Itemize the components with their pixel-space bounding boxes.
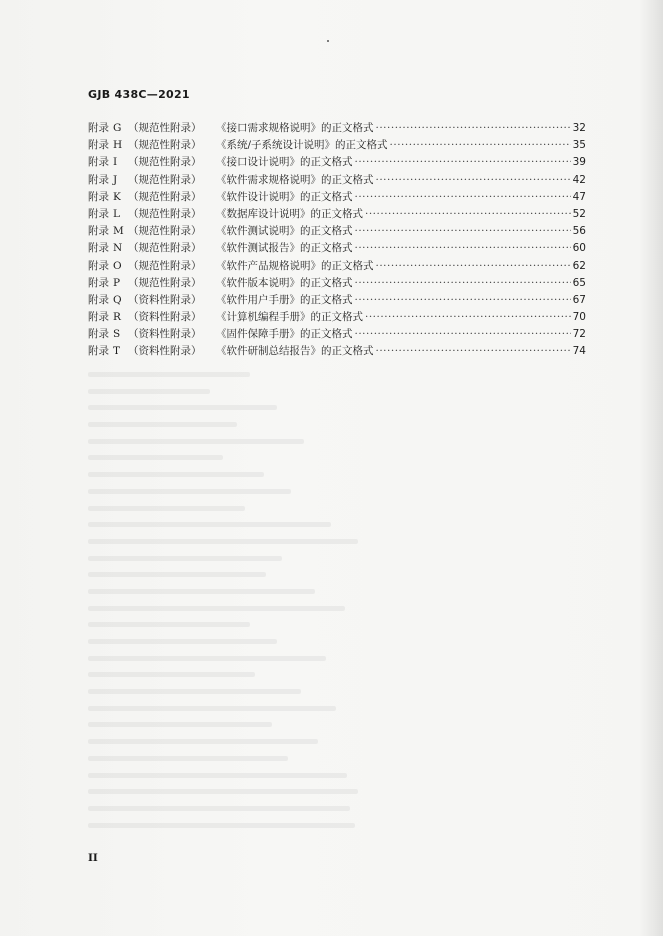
toc-entry-letter: O — [113, 259, 122, 272]
toc-entry-page: 32 — [572, 122, 586, 134]
toc-entry-type: （规范性附录） — [128, 259, 202, 272]
toc-entry-letter: S — [113, 328, 121, 341]
toc-entry-title: 《数据库设计说明》的正文格式 — [216, 207, 363, 220]
ghost-line — [88, 489, 291, 494]
toc-entry-title: 《软件设计说明》的正文格式 — [216, 190, 353, 203]
toc-leader-dots — [376, 174, 571, 186]
toc-entry-page: 42 — [572, 173, 586, 186]
toc-entry-label: 附录 — [88, 311, 109, 324]
toc-entry-type: （规范性附录） — [128, 190, 202, 203]
toc-entry[interactable] — [88, 172, 586, 189]
page-fold-shadow — [639, 0, 663, 936]
ghost-line — [88, 773, 347, 778]
toc-entry-label: 附录 — [88, 328, 109, 341]
toc-entry-type: （规范性附录） — [128, 207, 202, 220]
toc-entry[interactable] — [88, 154, 586, 171]
toc-entry-letter: H — [113, 139, 123, 152]
ghost-line — [88, 639, 277, 644]
ghost-line — [88, 823, 355, 828]
toc-entry-letter: L — [113, 207, 120, 220]
toc-entry-title: 《软件需求规格说明》的正文格式 — [216, 173, 374, 186]
toc-entry-page: 65 — [572, 276, 586, 289]
toc-leader-dots — [355, 156, 571, 168]
toc-entry-page: 39 — [572, 156, 586, 169]
toc-entry-label: 附录 — [88, 345, 109, 358]
ghost-line — [88, 572, 266, 577]
page-number: II — [88, 852, 98, 864]
toc-entry-letter: P — [113, 276, 121, 289]
toc-leader-dots — [355, 294, 571, 306]
toc-entry-label: 附录 — [88, 242, 109, 255]
toc-entry[interactable] — [88, 275, 586, 292]
toc-entry[interactable] — [88, 137, 586, 154]
toc-entry-letter: T — [113, 345, 121, 358]
toc-entry[interactable] — [88, 343, 586, 360]
toc-entry-type: （资料性附录） — [128, 345, 202, 358]
ghost-line — [88, 789, 358, 794]
toc-entry-label: 附录 — [88, 259, 109, 272]
toc-entry-page: 52 — [572, 207, 586, 220]
toc-entry-page: 35 — [572, 139, 586, 152]
toc-entry-type: （规范性附录） — [128, 242, 202, 255]
toc-entry-label: 附录 — [88, 173, 109, 186]
ghost-line — [88, 756, 288, 761]
ghost-line — [88, 389, 210, 394]
ghost-line — [88, 606, 345, 611]
toc-entry-letter: N — [113, 242, 123, 255]
toc-entry-label: 附录 — [88, 207, 109, 220]
ghost-line — [88, 689, 301, 694]
document-code: GJB 438C—2021 — [88, 88, 190, 101]
ghost-line — [88, 372, 250, 377]
ghost-line — [88, 405, 277, 410]
toc-entry-page: 62 — [572, 259, 586, 272]
toc-entry-label: 附录 — [88, 293, 109, 306]
toc-leader-dots — [365, 311, 571, 323]
ghost-line — [88, 472, 264, 477]
toc-leader-dots — [355, 277, 571, 289]
ghost-line — [88, 589, 315, 594]
ghost-line — [88, 439, 304, 444]
toc-entry[interactable] — [88, 309, 586, 326]
ghost-line — [88, 556, 282, 561]
toc-leader-dots — [355, 191, 571, 203]
toc-entry-label: 附录 — [88, 225, 109, 238]
toc-entry[interactable] — [88, 326, 586, 343]
toc-entry-title: 《计算机编程手册》的正文格式 — [216, 311, 363, 324]
toc-entry-page: 56 — [572, 225, 586, 238]
toc-leader-dots — [376, 260, 571, 272]
ghost-line — [88, 506, 245, 511]
toc-entry-label: 附录 — [88, 156, 109, 169]
toc-entry-type: （资料性附录） — [128, 311, 202, 324]
toc-entry-letter: Q — [113, 293, 122, 306]
ghost-line — [88, 455, 223, 460]
ghost-line — [88, 722, 272, 727]
toc-entry-page: 70 — [572, 311, 586, 324]
scan-speck — [327, 40, 329, 42]
toc-entry-label: 附录 — [88, 139, 109, 152]
toc-entry-letter: R — [113, 311, 121, 324]
toc-entry[interactable] — [88, 223, 586, 240]
toc-leader-dots — [376, 122, 571, 134]
ghost-line — [88, 806, 350, 811]
table-of-contents — [88, 120, 586, 361]
toc-entry-type: （资料性附录） — [128, 293, 202, 306]
toc-entry-title: 《软件用户手册》的正文格式 — [216, 293, 353, 306]
toc-entry-page: 60 — [572, 242, 586, 255]
toc-entry[interactable] — [88, 258, 586, 275]
toc-leader-dots — [376, 345, 571, 357]
ghost-line — [88, 622, 250, 627]
toc-entry-type: （规范性附录） — [128, 225, 202, 238]
toc-entry-page: 47 — [572, 190, 586, 203]
toc-leader-dots — [355, 328, 571, 340]
toc-entry-title: 《系统/子系统设计说明》的正文格式 — [216, 139, 388, 152]
toc-entry-type: （规范性附录） — [128, 173, 202, 186]
toc-entry-title: 《接口设计说明》的正文格式 — [216, 156, 353, 169]
toc-entry-type: （规范性附录） — [128, 139, 202, 152]
toc-entry-label: 附录 — [88, 122, 109, 134]
ghost-line — [88, 656, 326, 661]
ghost-line — [88, 706, 336, 711]
ghost-line — [88, 422, 237, 427]
toc-entry[interactable] — [88, 120, 586, 137]
toc-entry[interactable] — [88, 189, 586, 206]
toc-entry-letter: J — [113, 173, 118, 186]
toc-entry[interactable] — [88, 206, 586, 223]
toc-entry[interactable] — [88, 240, 586, 257]
toc-entry-type: （规范性附录） — [128, 122, 202, 134]
toc-entry-label: 附录 — [88, 276, 109, 289]
toc-entry-letter: K — [113, 190, 121, 203]
toc-entry-type: （资料性附录） — [128, 328, 202, 341]
toc-entry[interactable] — [88, 292, 586, 309]
toc-leader-dots — [355, 225, 571, 237]
toc-entry-page: 72 — [572, 328, 586, 341]
toc-leader-dots — [355, 242, 571, 254]
toc-leader-dots — [365, 208, 571, 220]
toc-entry-title: 《软件版本说明》的正文格式 — [216, 276, 353, 289]
toc-entry-title: 《软件测试报告》的正文格式 — [216, 242, 353, 255]
toc-entry-page: 74 — [572, 345, 586, 358]
ghost-line — [88, 672, 255, 677]
toc-entry-letter: I — [113, 156, 118, 169]
toc-entry-title: 《软件产品规格说明》的正文格式 — [216, 259, 374, 272]
toc-entry-letter: G — [113, 122, 122, 134]
toc-entry-title: 《固件保障手册》的正文格式 — [216, 328, 353, 341]
ghost-line — [88, 539, 358, 544]
toc-entry-type: （规范性附录） — [128, 276, 202, 289]
bleed-through-text — [88, 372, 358, 842]
ghost-line — [88, 522, 331, 527]
toc-entry-letter: M — [113, 225, 124, 238]
toc-entry-type: （规范性附录） — [128, 156, 202, 169]
toc-leader-dots — [390, 139, 571, 151]
toc-entry-page: 67 — [572, 293, 586, 306]
toc-entry-label: 附录 — [88, 190, 109, 203]
toc-entry-title: 《软件研制总结报告》的正文格式 — [216, 345, 374, 358]
ghost-line — [88, 739, 318, 744]
toc-entry-title: 《接口需求规格说明》的正文格式 — [216, 122, 374, 134]
toc-entry-title: 《软件测试说明》的正文格式 — [216, 225, 353, 238]
